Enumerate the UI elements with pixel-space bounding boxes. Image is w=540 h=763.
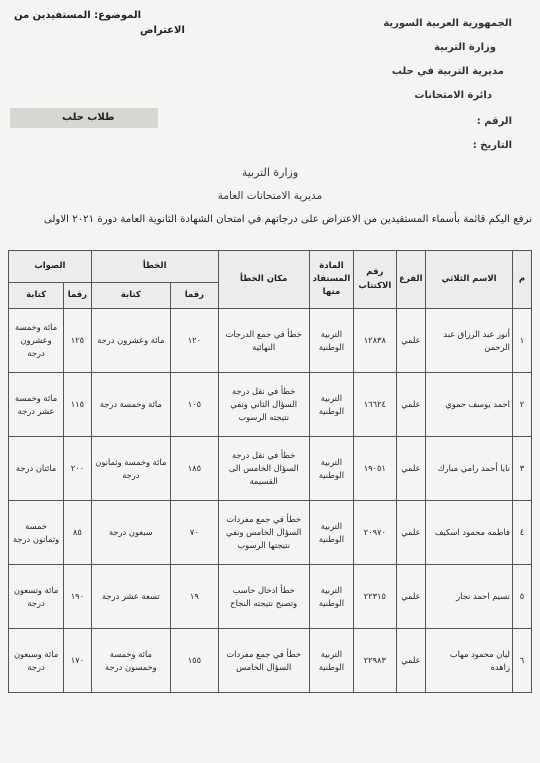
exam-number: ١٢٨٣٨ — [354, 309, 396, 373]
number-label: الرقم : — [476, 116, 512, 127]
correct-words: مائة وسبعون درجة — [9, 629, 64, 693]
branch-cell: علمي — [396, 565, 426, 629]
shaded-box — [10, 108, 158, 128]
wrong-digits: ١٥٥ — [171, 629, 219, 693]
error-place: خطأ في جمع مفردات السؤال الخامس — [218, 629, 309, 693]
wrong-words: تسعة عشر درجة — [91, 565, 170, 629]
wrong-digits: ٧٠ — [171, 501, 219, 565]
subject-cell: التربية الوطنية — [309, 373, 353, 437]
student-name: احمد يوسف حموي — [426, 373, 513, 437]
student-name: فاطمه محمود اسكيف — [426, 501, 513, 565]
correct-words: مائة وخمسة عشر درجة — [9, 373, 64, 437]
subject-cell: التربية الوطنية — [309, 629, 353, 693]
wrong-words: مائة وخمسة درجة — [91, 373, 170, 437]
correct-digits: ١٢٥ — [64, 309, 92, 373]
branch-cell: علمي — [396, 437, 426, 501]
correct-digits: ٨٥ — [64, 501, 92, 565]
correct-words: مائة وتسعون درجة — [9, 565, 64, 629]
header-num: م — [512, 251, 531, 309]
header-name: الاسم الثلاثي — [426, 251, 513, 309]
wrong-words: مائة وخمسة وخمسون درجة — [91, 629, 170, 693]
header-wrong: الخطأ — [91, 251, 218, 283]
country-name: الجمهورية العربية السورية — [383, 18, 512, 29]
correct-words: مائة وخمسة وعشرون درجة — [9, 309, 64, 373]
student-name: نسيم احمد نجار — [426, 565, 513, 629]
subject-continuation: الاعتراض — [140, 25, 185, 36]
subject-cell: التربية الوطنية — [309, 309, 353, 373]
table-row — [9, 629, 532, 693]
table-row — [9, 437, 532, 501]
beneficiaries-table — [8, 250, 532, 693]
department-name: دائرة الامتحانات — [414, 90, 492, 101]
wrong-words: مائة وعشرون درجة — [91, 309, 170, 373]
correct-words: مائتان درجة — [9, 437, 64, 501]
table-row — [9, 501, 532, 565]
exam-number: ١٦٦٢٤ — [354, 373, 396, 437]
header-wrong-digits: رقما — [171, 283, 219, 309]
wrong-digits: ١٠٥ — [171, 373, 219, 437]
correct-digits: ١١٥ — [64, 373, 92, 437]
subject-cell: التربية الوطنية — [309, 565, 353, 629]
error-place: خطأ في نقل درجة السؤال الثاني ونفي نتيجته الرسوب — [218, 373, 309, 437]
branch-cell: علمي — [396, 373, 426, 437]
wrong-digits: ١٢٠ — [171, 309, 219, 373]
error-place: خطأ في جمع مفردات السؤال الخامس ونفي نتيجتها الرسوب — [218, 501, 309, 565]
body-subtitle: مديرية الامتحانات العامة — [217, 190, 323, 202]
date-label: التاريخ : — [472, 140, 512, 151]
intro-paragraph: نرفع اليكم قائمة بأسماء المستفيدين من الاعتراض على درجاتهم في امتحان الشهادة الثانوية العامة دورة ٢٠٢١ الاولى — [43, 214, 532, 225]
branch-cell: علمي — [396, 309, 426, 373]
row-number: ٣ — [512, 437, 531, 501]
header-subject: المادة المستفاد منها — [309, 251, 353, 309]
row-number: ١ — [512, 309, 531, 373]
table-row — [9, 565, 532, 629]
row-number: ٤ — [512, 501, 531, 565]
header-correct-digits: رقما — [64, 283, 92, 309]
header-branch: الفرع — [396, 251, 426, 309]
table-row — [9, 373, 532, 437]
student-name: أنور عبد الرزاق عبد الرحمن — [426, 309, 513, 373]
wrong-digits: ١٩ — [171, 565, 219, 629]
correct-digits: ١٧٠ — [64, 629, 92, 693]
exam-number: ٢٢٣١٥ — [354, 565, 396, 629]
header-wrong-words: كتابة — [91, 283, 170, 309]
directorate-name: مديرية التربية في حلب — [391, 66, 504, 77]
branch-cell: علمي — [396, 501, 426, 565]
exam-number: ٢٢٩٨٣ — [354, 629, 396, 693]
student-name: ليان محمود مهاب زاهده — [426, 629, 513, 693]
body-title: وزارة التربية — [241, 166, 299, 179]
subject-cell: التربية الوطنية — [309, 437, 353, 501]
correct-digits: ١٩٠ — [64, 565, 92, 629]
error-place: خطأ في جمع الدرجات النهائية — [218, 309, 309, 373]
exam-number: ٢٠٩٧٠ — [354, 501, 396, 565]
row-number: ٦ — [512, 629, 531, 693]
ministry-name: وزارة التربية — [434, 42, 496, 53]
shaded-label: طلاب حلب — [62, 112, 115, 123]
header-correct-words: كتابة — [9, 283, 64, 309]
header-error-place: مكان الخطأ — [218, 251, 309, 309]
row-number: ٢ — [512, 373, 531, 437]
correct-words: خمسة وثمانون درجة — [9, 501, 64, 565]
header-exam-no: رقم الاكتتاب — [354, 251, 396, 309]
correct-digits: ٢٠٠ — [64, 437, 92, 501]
wrong-digits: ١٨٥ — [171, 437, 219, 501]
row-number: ٥ — [512, 565, 531, 629]
header-correct: الصواب — [9, 251, 92, 283]
error-place: خطأ ادخال حاسب وتصبح نتيجته النجاح — [218, 565, 309, 629]
subject-cell: التربية الوطنية — [309, 501, 353, 565]
error-place: خطأ في نقل درجة السؤال الخامس الى القسيمة — [218, 437, 309, 501]
subject-label: الموضوع: المستفيدين من — [14, 10, 142, 21]
table-row — [9, 309, 532, 373]
branch-cell: علمي — [396, 629, 426, 693]
exam-number: ١٩٠٥١ — [354, 437, 396, 501]
wrong-words: مائة وخمسة وثمانون درجة — [91, 437, 170, 501]
student-name: نايا أحمد رامي مبارك — [426, 437, 513, 501]
wrong-words: سبعون درجة — [91, 501, 170, 565]
